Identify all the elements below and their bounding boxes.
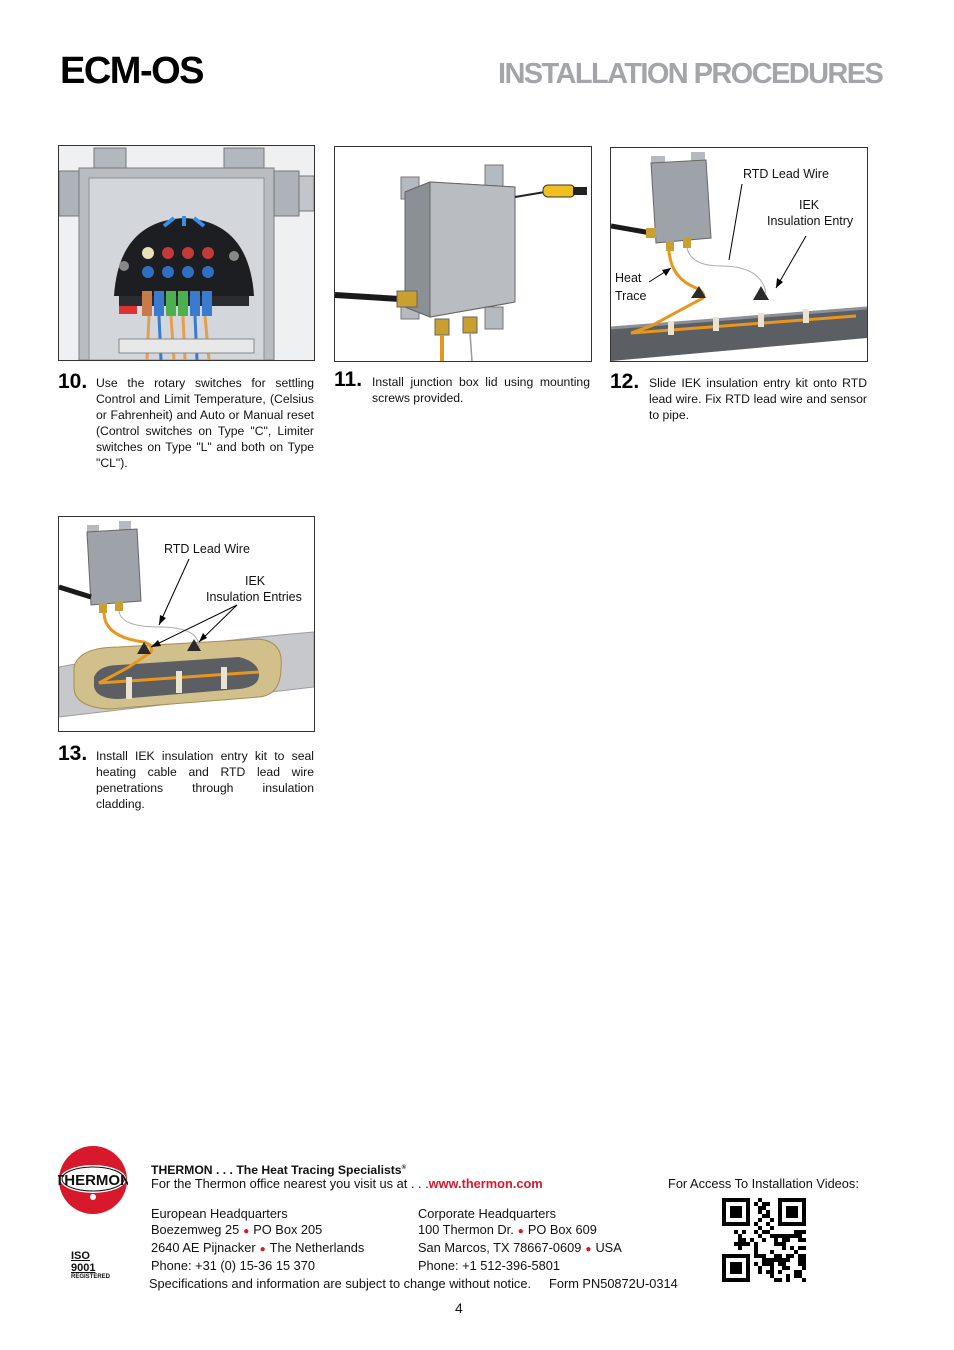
european-hq — [151, 1206, 364, 1274]
product-title: ECM-OS — [60, 50, 203, 92]
step-11-text: Install junction box lid using mounting screws provided. — [372, 375, 590, 405]
figure-11-junction-box — [334, 146, 592, 362]
european-title: European Headquarters — [151, 1206, 288, 1221]
step-12-text: Slide IEK insulation entry kit onto RTD lead wire. Fix RTD lead wire and sensor to pipe. — [649, 376, 867, 422]
rtd-lead-wire-label: RTD Lead Wire — [743, 167, 829, 181]
step-10-number: 10. — [58, 370, 88, 393]
section-title: INSTALLATION PROCEDURES — [498, 58, 883, 90]
step-13-number: 13. — [58, 742, 88, 765]
european-line2: 2640 AE Pijnacker ● The Netherlands — [151, 1240, 365, 1255]
european-phone: Phone: +31 (0) 15-36 15 370 — [151, 1258, 315, 1273]
iso-badge — [71, 1250, 117, 1281]
corporate-line1: 100 Thermon Dr. ● PO Box 609 — [418, 1222, 597, 1237]
rtd-lead-wire-label-13: RTD Lead Wire — [164, 542, 250, 556]
step-13-text: Install IEK insulation entry kit to seal heating cable and RTD lead wire penetrations through insulation cladding. — [96, 749, 314, 811]
figure-10-controller — [58, 145, 315, 361]
iek-label-13: IEK — [245, 574, 266, 588]
figure-13-insulation-cladding — [58, 516, 315, 732]
form-number: Form PN50872U-0314 — [549, 1276, 678, 1291]
figure-12-iek-pipe — [610, 147, 868, 362]
insulation-entries-label: Insulation Entries — [206, 590, 302, 604]
iso-text: ISO 9001 — [71, 1250, 96, 1274]
videos-text: For Access To Installation Videos: — [668, 1176, 859, 1191]
qr-code[interactable] — [722, 1198, 806, 1282]
visit-line — [151, 1176, 543, 1192]
step-12-number: 12. — [610, 370, 640, 393]
corporate-phone: Phone: +1 512-396-5801 — [418, 1258, 560, 1273]
heat-label: Heat — [615, 271, 642, 285]
page-number: 4 — [455, 1300, 463, 1316]
disclaimer-line — [149, 1276, 678, 1292]
step-11-number: 11. — [334, 368, 363, 391]
corporate-line2: San Marcos, TX 78667-0609 ● USA — [418, 1240, 622, 1255]
step-10-text: Use the rotary switches for settling Control and Limit Temperature, (Celsius or Fahrenheit) and Auto or Manual reset (Control switches on Type "C", Limiter switches on Type "L" and both on Type "CL"). — [96, 376, 314, 470]
trace-label: Trace — [615, 289, 647, 303]
visit-text: For the Thermon office nearest you visit us at . . . — [151, 1176, 429, 1191]
controller-illustration — [59, 146, 314, 360]
logo-text: THERMON — [58, 1172, 128, 1189]
european-line1: Boezemweg 25 ● PO Box 205 — [151, 1222, 323, 1237]
tagline: THERMON . . . The Heat Tracing Specialists® — [151, 1163, 407, 1178]
junction-box-illustration — [335, 147, 591, 361]
disclaimer: Specifications and information are subject to change without notice. — [149, 1276, 532, 1291]
thermon-logo — [58, 1145, 128, 1215]
corporate-hq — [418, 1206, 622, 1274]
website-link[interactable]: www.thermon.com — [428, 1176, 543, 1191]
iso-sub: REGISTERED — [71, 1274, 111, 1280]
insulation-entry-label: Insulation Entry — [767, 214, 854, 228]
iek-label: IEK — [799, 198, 820, 212]
corporate-title: Corporate Headquarters — [418, 1206, 556, 1221]
